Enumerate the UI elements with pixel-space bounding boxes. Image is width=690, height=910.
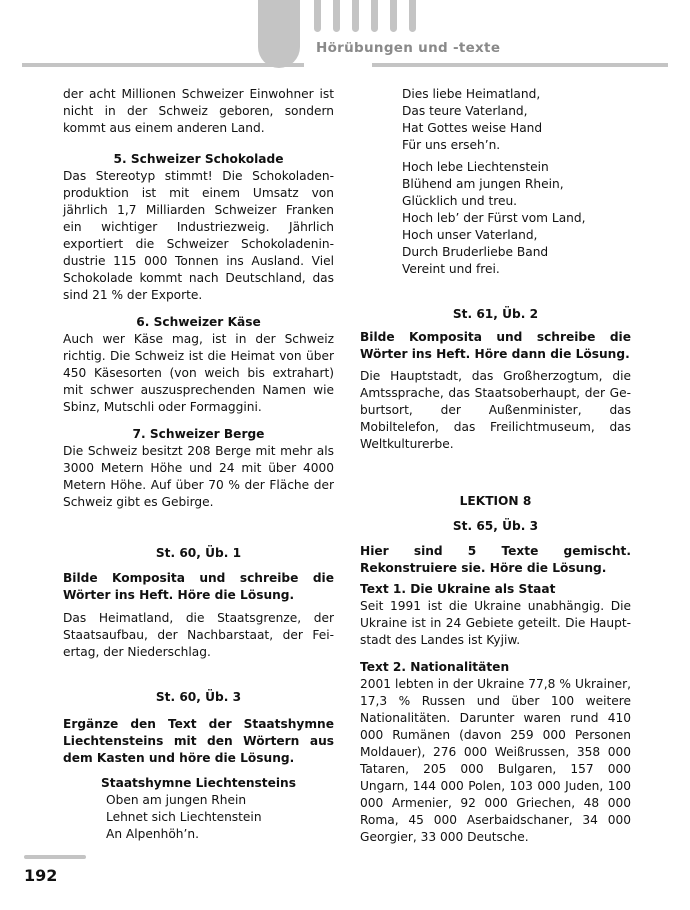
text-2-heading: Text 2. Nationalitäten [360, 660, 510, 674]
exercise-ref-60-3: St. 60, Üb. 3 [155, 690, 242, 704]
hymn-line: Für uns erseh’n. [402, 138, 501, 152]
hymn-stanza-2 [360, 86, 631, 154]
section-6-text: Auch wer Käse mag, ist in der Schweiz richtig. Die Schweiz ist die Heimat von über 450 Käsesorten (von weich bis extrahart) mit schwer auszusprechenden Namen wie Sbinz, Mutschli oder Formaggini. [63, 332, 334, 414]
hymn-line: Hoch unser Vaterland, [402, 228, 538, 242]
hymn-stanza-3 [360, 159, 631, 278]
exercise-task-61-2: Bilde Komposita und schreibe die Wörter ins Heft. Höre dann die Lösung. [360, 330, 631, 361]
text-1-body: Seit 1991 ist die Ukraine unabhängig. Die Ukraine ist in 24 Gebiete geteilt. Die Hauptstadt des Landes ist Kyjiw. [360, 599, 631, 647]
hymn-line: Oben am jungen Rhein [106, 793, 247, 807]
hymn-line: An Alpenhöh’n. [106, 827, 199, 841]
exercise-task-65-3: Hier sind 5 Texte gemischt. Rekonstruiere sie. Höre die Lösung. [360, 544, 631, 575]
intro-paragraph: der acht Millionen Schweizer Einwohner ist nicht in der Schweiz geboren, sondern kommt aus einem anderen Land. [63, 87, 334, 135]
header-tab-large [258, 0, 300, 68]
page-number: 192 [24, 866, 58, 885]
exercise-answer-61-2: Die Hauptstadt, das Großherzogtum, die Amtssprache, das Staatsoberhaupt, der Geburtsort, der Außenminister, das Mobiltelefon, das Freilichtmuseum, das Weltkulturerbe. [360, 369, 631, 451]
header-decoration [258, 0, 418, 70]
footer-rule [24, 855, 86, 859]
hymn-stanza-1 [63, 792, 334, 843]
header-tab-thin [333, 0, 340, 32]
hymn-line: Glücklich und treu. [402, 194, 518, 208]
left-column [63, 86, 334, 843]
hymn-line: Blühend am jungen Rhein, [402, 177, 564, 191]
exercise-task-60-1: Bilde Komposita und schreibe die Wörter ins Heft. Höre die Lösung. [63, 571, 334, 602]
header-rule-right [372, 63, 668, 67]
section-6-heading: 6. Schweizer Käse [136, 315, 261, 329]
section-header-title: Hörübungen und -texte [316, 40, 501, 56]
right-column [360, 86, 631, 846]
section-5-text: Das Stereotyp stimmt! Die Schokoladenproduktion ist mit einem Umsatz von jährlich 1,7 Milliarden Schweizer Franken ein wichtiger Industriezweig. Jährlich exportiert die Schweizer Schokoladenindustrie 115 000 Tonnen ins Ausland. Viel Schokolade kommt nach Deutschland, das sind 21 % der Exporte. [63, 169, 334, 302]
text-1-heading: Text 1. Die Ukraine als Staat [360, 582, 556, 596]
hymn-line: Durch Bruderliebe Band [402, 245, 549, 259]
exercise-ref-65-3: St. 65, Üb. 3 [452, 519, 539, 533]
exercise-task-60-3: Ergänze den Text der Staatshymne Liechtensteins mit den Wörtern aus dem Kasten und höre die Lösung. [63, 717, 334, 765]
header-tab-thin [409, 0, 416, 32]
hymn-line: Vereint und frei. [402, 262, 500, 276]
header-rule-left [22, 63, 304, 67]
text-2-body: 2001 lebten in der Ukraine 77,8 % Ukrainer, 17,3 % Russen und über 100 weitere Nationalitäten. Darunter waren rund 410 000 Rumänen (davon 259 000 Personen Moldauer), 276 000 Weißrussen, 358 000 Tataren, 205 000 Bulgaren, 157 000 Ungarn, 144 000 Polen, 103 000 Juden, 100 000 Armenier, 92 000 Griechen, 48 000 Roma, 45 000 Aserbaidschaner, 34 000 Georgier, 33 000 Deutsche. [360, 677, 631, 844]
hymn-title: Staatshymne Liechtensteins [101, 776, 296, 790]
lesson-heading: LEKTION 8 [459, 494, 532, 508]
hymn-line: Hoch leb’ der Fürst vom Land, [402, 211, 586, 225]
hymn-line: Hoch lebe Liechtenstein [402, 160, 549, 174]
hymn-line: Lehnet sich Liechtenstein [106, 810, 262, 824]
header-tab-thin [390, 0, 397, 32]
section-5-heading: 5. Schweizer Schokolade [113, 152, 284, 166]
exercise-ref-61-2: St. 61, Üb. 2 [452, 307, 539, 321]
hymn-line: Hat Gottes weise Hand [402, 121, 543, 135]
exercise-ref-60-1: St. 60, Üb. 1 [155, 546, 242, 560]
header-tab-thin [314, 0, 321, 32]
header-tab-thin [352, 0, 359, 32]
header-tab-thin [371, 0, 378, 32]
hymn-line: Dies liebe Heimatland, [402, 87, 541, 101]
section-7-text: Die Schweiz besitzt 208 Berge mit mehr als 3000 Metern Höhe und 24 mit über 4000 Metern Höhe. Auf über 70 % der Fläche der Schweiz gibt es Gebirge. [63, 444, 334, 509]
exercise-answer-60-1: Das Heimatland, die Staatsgrenze, der Staatsaufbau, der Nachbarstaat, der Feiertag, der Niederschlag. [63, 611, 334, 659]
section-7-heading: 7. Schweizer Berge [132, 427, 265, 441]
hymn-line: Das teure Vaterland, [402, 104, 528, 118]
